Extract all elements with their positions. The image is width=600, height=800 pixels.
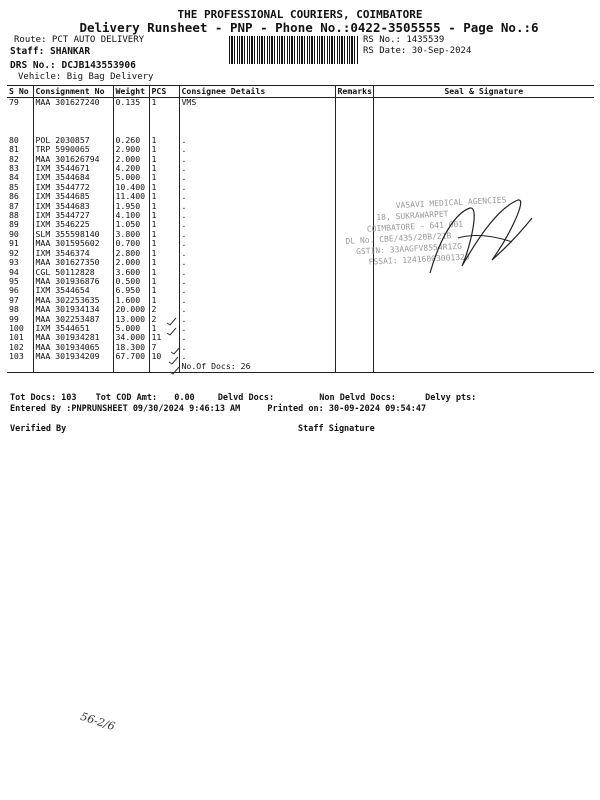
company-title: THE PROFESSIONAL COURIERS, COIMBATORE (177, 8, 423, 21)
barcode (229, 36, 358, 64)
handwritten-note-text: 56-2/6 (78, 709, 117, 734)
cell-consignee: . (179, 164, 335, 173)
stamp-line: DL No. CBE/435/20B/21B (345, 231, 452, 246)
table-row (7, 352, 594, 361)
staff-label: Staff: SHANKAR (10, 46, 91, 57)
table-row (7, 136, 594, 145)
cell-weight: 4.200 (113, 164, 149, 173)
rs-number: RS No.: 1435539 (363, 35, 445, 45)
table-header-row (7, 86, 594, 98)
cell-weight: 1.950 (113, 202, 149, 211)
cell-pcs: 7 (149, 343, 179, 352)
cell-sno: 87 (9, 200, 19, 211)
cell-weight: 1.050 (113, 220, 149, 229)
cell-consignee: . (179, 343, 335, 352)
cell-consignment: MAA 301627350 (33, 258, 113, 267)
staff-signature-label: Staff Signature (298, 424, 375, 434)
col-consignee: Consignee Details (179, 86, 335, 98)
drs-number: DRS No.: DCJB143553906 (10, 60, 136, 71)
cell-sno: 91 (9, 238, 19, 249)
total-cod-label: Tot COD Amt: (95, 393, 158, 403)
cell-pcs: 1 (149, 258, 179, 267)
non-delivered-docs-label: Non Delvd Docs: (319, 393, 396, 403)
cell-consignee: . (179, 211, 335, 220)
cell-sno: 95 (9, 275, 19, 286)
cell-consignee: . (179, 333, 335, 342)
cell-pcs: 1 (149, 220, 179, 229)
table-row (7, 155, 594, 164)
cell-consignee: . (179, 202, 335, 211)
cell-pcs: 1 (149, 202, 179, 211)
cell-consignment: MAA 301934134 (33, 305, 113, 314)
cell-weight: 2.800 (113, 249, 149, 258)
stamp-line: FSSAI: 12416003001320 (368, 252, 470, 267)
cell-consignee: . (179, 352, 335, 361)
cell-weight: 4.100 (113, 211, 149, 220)
cell-sno: 103 (9, 351, 24, 362)
entered-line (10, 404, 426, 414)
delivery-points-label: Delvy pts: (425, 393, 477, 403)
cell-weight: 20.000 (113, 305, 149, 314)
cell-weight: 67.700 (113, 352, 149, 361)
handwritten-note (78, 709, 117, 734)
cell-sno: 99 (9, 313, 19, 324)
vehicle-label: Vehicle: Big Bag Delivery (18, 72, 154, 82)
cell-pcs: 2 (149, 315, 179, 324)
cell-sno: 92 (9, 247, 19, 258)
cell-consignment: IXM 3544685 (33, 192, 113, 201)
cell-consignment: SLM 355598140 (33, 230, 113, 239)
cell-sno: 101 (9, 332, 24, 343)
cell-sno: 94 (9, 266, 19, 277)
no-of-docs: No.Of Docs: 26 (179, 362, 335, 373)
cell-weight: 13.000 (113, 315, 149, 324)
cell-consignment: IXM 3544671 (33, 164, 113, 173)
cell-consignment: MAA 301934065 (33, 343, 113, 352)
cell-sno: 96 (9, 285, 19, 296)
cell-consignee: . (179, 296, 335, 305)
cell-sno: 80 (9, 134, 19, 145)
cell-pcs: 1 (149, 230, 179, 239)
cell-consignment: MAA 301934281 (33, 333, 113, 342)
cell-weight: 0.260 (113, 136, 149, 145)
tick-icon (169, 357, 178, 364)
cell-consignee: . (179, 258, 335, 267)
cell-consignee: . (179, 268, 335, 277)
cell-weight: 6.950 (113, 286, 149, 295)
cell-consignee: . (179, 277, 335, 286)
cell-weight: 0.700 (113, 239, 149, 248)
cell-consignment: CGL 50112828 (33, 268, 113, 277)
cell-consignment: MAA 302253635 (33, 296, 113, 305)
cell-weight: 11.400 (113, 192, 149, 201)
cell-consignee: . (179, 155, 335, 164)
cell-consignee: . (179, 239, 335, 248)
cell-consignee: . (179, 230, 335, 239)
cell-consignment: MAA 301934209 (33, 352, 113, 361)
docs-count-row (7, 362, 594, 373)
cell-sno: 102 (9, 341, 24, 352)
cell-pcs: 1 (149, 136, 179, 145)
cell-consignee: . (179, 136, 335, 145)
cell-consignee: . (179, 305, 335, 314)
cell-pcs: 1 (149, 98, 179, 108)
cell-sno: 88 (9, 210, 19, 221)
cell-consignment: IXM 3544654 (33, 286, 113, 295)
delivered-docs-label: Delvd Docs: (217, 393, 275, 403)
cell-weight: 1.600 (113, 296, 149, 305)
cell-remarks (335, 98, 373, 108)
col-consignment: Consignment No (33, 86, 113, 98)
cell-sno: 89 (9, 219, 19, 230)
cell-seal (373, 98, 594, 108)
cell-sno: 81 (9, 144, 19, 155)
cell-consignee: VMS (179, 98, 335, 108)
cell-consignment: MAA 301936876 (33, 277, 113, 286)
spacer-row (7, 108, 594, 136)
cell-consignment: IXM 3544683 (33, 202, 113, 211)
printed-on: Printed on: 30-09-2024 09:54:47 (267, 404, 427, 414)
verified-by-label: Verified By (10, 424, 67, 434)
cell-pcs: 11 (149, 333, 179, 342)
cell-pcs: 1 (149, 183, 179, 192)
table-row (7, 315, 594, 324)
cell-consignment: IXM 3544651 (33, 324, 113, 333)
cell-pcs: 1 (149, 145, 179, 154)
tick-marks (160, 312, 186, 378)
cell-consignment: MAA 301595602 (33, 239, 113, 248)
cell-consignment: TRP 5990065 (33, 145, 113, 154)
route-label: Route: PCT AUTO DELIVERY (14, 35, 145, 45)
cell-weight: 18.300 (113, 343, 149, 352)
cell-pcs: 1 (149, 192, 179, 201)
cell-sno: 85 (9, 181, 19, 192)
cell-sno: 84 (9, 172, 19, 183)
col-seal: Seal & Signature (373, 86, 594, 98)
cell-sno: 79 (9, 97, 19, 108)
cell-weight: 2.000 (113, 258, 149, 267)
cell-pcs: 2 (149, 305, 179, 314)
col-weight: Weight (113, 86, 149, 98)
cell-consignee: . (179, 173, 335, 182)
table-row (7, 164, 594, 173)
entered-by: Entered By :PNPRUNSHEET 09/30/2024 9:46:13 AM (10, 404, 241, 414)
cell-pcs: 1 (149, 173, 179, 182)
cell-weight: 0.135 (113, 98, 149, 108)
cell-weight: 10.400 (113, 183, 149, 192)
cell-consignee: . (179, 192, 335, 201)
total-docs: Tot Docs: 103 (10, 393, 77, 403)
cell-weight: 0.500 (113, 277, 149, 286)
cell-consignment: MAA 301626794 (33, 155, 113, 164)
cell-pcs: 1 (149, 155, 179, 164)
stamp-line: GSTIN: 33AAGFV8554R1ZG (355, 241, 463, 257)
cell-pcs: 1 (149, 239, 179, 248)
cell-sno: 100 (9, 322, 24, 333)
cell-consignee: . (179, 324, 335, 333)
cell-consignment: IXM 3546225 (33, 220, 113, 229)
cell-pcs: 1 (149, 296, 179, 305)
rs-date: RS Date: 30-Sep-2024 (363, 46, 472, 56)
stamp-line: 18, SUKRAWARPET (376, 209, 449, 223)
cell-sno: 83 (9, 163, 19, 174)
cell-weight: 2.900 (113, 145, 149, 154)
cell-weight: 2.000 (113, 155, 149, 164)
table-row (7, 98, 594, 108)
tick-icon (171, 347, 180, 354)
cell-consignee: . (179, 220, 335, 229)
tick-icon (170, 367, 179, 374)
cell-weight: 3.800 (113, 230, 149, 239)
runsheet-title: Delivery Runsheet - PNP - Phone No.:0422-3505555 - Page No.:6 (79, 20, 539, 35)
cell-sno: 82 (9, 153, 19, 164)
col-remarks: Remarks (335, 86, 373, 98)
tick-icon (167, 328, 176, 335)
totals-line (10, 393, 476, 403)
col-sno: S No (7, 86, 33, 98)
cell-weight: 3.600 (113, 268, 149, 277)
cell-consignment: IXM 3544684 (33, 173, 113, 182)
cell-sno: 98 (9, 304, 19, 315)
stamp-line: COIMBATORE - 641 001 (366, 219, 464, 234)
cell-sno: 93 (9, 257, 19, 268)
cell-pcs: 10 (149, 352, 179, 361)
cell-sno: 86 (9, 191, 19, 202)
cell-consignee: . (179, 145, 335, 154)
cell-weight: 34.000 (113, 333, 149, 342)
stamp-line: VASAVI MEDICAL AGENCIES (395, 195, 507, 211)
cell-pcs: 1 (149, 277, 179, 286)
cell-consignment: IXM 3544727 (33, 211, 113, 220)
cell-weight: 5.000 (113, 173, 149, 182)
cell-consignment: POL 2030857 (33, 136, 113, 145)
cell-consignee: . (179, 249, 335, 258)
cell-consignment: MAA 302253487 (33, 315, 113, 324)
cell-pcs: 1 (149, 286, 179, 295)
cell-pcs: 1 (149, 324, 179, 333)
cell-consignment: IXM 3546374 (33, 249, 113, 258)
cell-sno: 90 (9, 228, 19, 239)
cell-consignee: . (179, 183, 335, 192)
cell-pcs: 1 (149, 211, 179, 220)
cell-pcs: 1 (149, 249, 179, 258)
cell-consignment: MAA 301627240 (33, 98, 113, 108)
total-cod-value: 0.00 (174, 393, 195, 403)
cell-consignee: . (179, 315, 335, 324)
col-pcs: PCS (149, 86, 179, 98)
cell-pcs: 1 (149, 164, 179, 173)
cell-sno: 97 (9, 294, 19, 305)
cell-consignee: . (179, 286, 335, 295)
cell-pcs: 1 (149, 268, 179, 277)
handwritten-signature (400, 178, 560, 288)
tick-icon (167, 318, 176, 325)
cell-consignment: IXM 3544772 (33, 183, 113, 192)
cell-weight: 5.000 (113, 324, 149, 333)
